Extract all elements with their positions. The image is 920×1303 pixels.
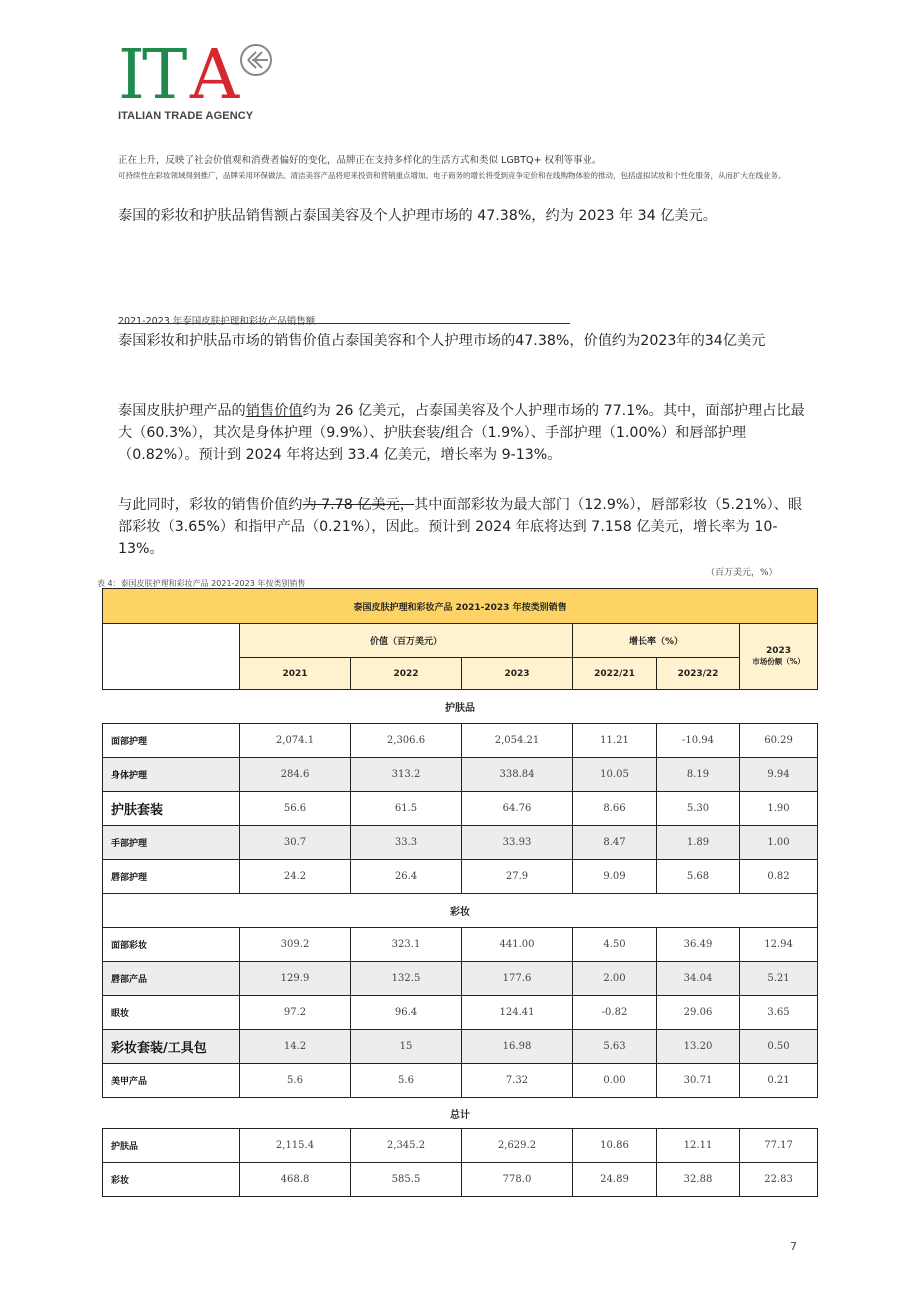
table-cell: 2,306.6 xyxy=(351,724,462,758)
table-cell: 13.20 xyxy=(657,1030,740,1064)
table-cell: 132.5 xyxy=(351,962,462,996)
caption-underline xyxy=(118,323,570,324)
table-cell: 15 xyxy=(351,1030,462,1064)
row-label: 手部护理 xyxy=(103,826,240,860)
table-cell: 27.9 xyxy=(462,860,573,894)
table-cell: 2.00 xyxy=(573,962,657,996)
headline: 泰国的彩妆和护肤品销售额占泰国美容及个人护理市场的 47.38%，约为 2023 年 34 亿美元。 xyxy=(118,208,717,224)
table-cell: 5.6 xyxy=(351,1064,462,1098)
table-cell: 585.5 xyxy=(351,1163,462,1197)
page-number: 7 xyxy=(790,1240,797,1253)
table-cell: 34.04 xyxy=(657,962,740,996)
table-cell: 0.82 xyxy=(740,860,818,894)
table-cell: 11.21 xyxy=(573,724,657,758)
table-cell: 96.4 xyxy=(351,996,462,1030)
table-cell: 4.50 xyxy=(573,928,657,962)
table-cell: 1.89 xyxy=(657,826,740,860)
table-row xyxy=(103,1064,818,1098)
year-2023-header: 2023 xyxy=(462,658,573,690)
growth-header: 增长率（%） xyxy=(573,624,740,658)
table-cell: 77.17 xyxy=(740,1129,818,1163)
row-label: 唇部护理 xyxy=(103,860,240,894)
table-cell: 5.30 xyxy=(657,792,740,826)
table-cell: 16.98 xyxy=(462,1030,573,1064)
table-cell: 29.06 xyxy=(657,996,740,1030)
table-cell: 5.63 xyxy=(573,1030,657,1064)
table-row xyxy=(103,996,818,1030)
table-cell: 22.83 xyxy=(740,1163,818,1197)
paragraph-3-post: 其中面部彩妆为最大部门（12.9%），唇部彩妆（5.21%）、眼部彩妆（3.65%）和指甲产品（0.21%），因此。预计到 2024 年底将达到 7.158 亿美元，增长率为 10-13%。 xyxy=(118,497,803,557)
row-label: 面部护理 xyxy=(103,724,240,758)
figure-caption: 2021-2023 年泰国皮肤护理和彩妆产品销售额 xyxy=(118,316,316,327)
table-caption: 表 4：泰国皮肤护理和彩妆产品 2021-2023 年按类别销售 xyxy=(97,579,306,588)
paragraph-2 xyxy=(118,400,808,466)
table-cell: 129.9 xyxy=(240,962,351,996)
table-cell: 8.47 xyxy=(573,826,657,860)
table-cell: 56.6 xyxy=(240,792,351,826)
sales-table xyxy=(102,588,818,1197)
growth-2023-22-header: 2023/22 xyxy=(657,658,740,690)
row-label: 身体护理 xyxy=(103,758,240,792)
paragraph-2-underlined: 销售价值 xyxy=(245,403,303,419)
table-cell: 14.2 xyxy=(240,1030,351,1064)
table-body xyxy=(103,690,818,1197)
row-label: 彩妆套装/工具包 xyxy=(103,1030,240,1064)
table-cell: 1.00 xyxy=(740,826,818,860)
table-cell: 3.65 xyxy=(740,996,818,1030)
table-cell: 1.90 xyxy=(740,792,818,826)
table-cell: 8.66 xyxy=(573,792,657,826)
table-cell: 9.09 xyxy=(573,860,657,894)
paragraph-1: 泰国彩妆和护肤品市场的销售价值占泰国美容和个人护理市场的47.38%，价值约为2023年的34亿美元 xyxy=(118,333,766,349)
intro-line-1: 正在上升，反映了社会价值观和消费者偏好的变化，品牌正在支持多样化的生活方式和类似 LGBTQ+ 权利等事业。 xyxy=(118,155,602,166)
section-header: 彩妆 xyxy=(103,894,818,928)
table-cell: 2,115.4 xyxy=(240,1129,351,1163)
table-cell: 97.2 xyxy=(240,996,351,1030)
svg-text:A: A xyxy=(190,40,240,102)
table-cell: 26.4 xyxy=(351,860,462,894)
row-label: 眼妆 xyxy=(103,996,240,1030)
table-cell: 2,629.2 xyxy=(462,1129,573,1163)
table-cell: 5.21 xyxy=(740,962,818,996)
table-row xyxy=(103,1129,818,1163)
table-cell: 60.29 xyxy=(740,724,818,758)
table-cell: 0.50 xyxy=(740,1030,818,1064)
table-cell: 124.41 xyxy=(462,996,573,1030)
table-cell: 778.0 xyxy=(462,1163,573,1197)
unit-note: （百万美元，%） xyxy=(706,568,778,578)
row-label: 面部彩妆 xyxy=(103,928,240,962)
table-row xyxy=(103,962,818,996)
table-cell: 61.5 xyxy=(351,792,462,826)
paragraph-2-pre: 泰国皮肤护理产品的 xyxy=(118,403,246,419)
table-cell: 309.2 xyxy=(240,928,351,962)
table-cell: 323.1 xyxy=(351,928,462,962)
table-cell: 0.00 xyxy=(573,1064,657,1098)
table-cell: 36.49 xyxy=(657,928,740,962)
value-header: 价值（百万美元） xyxy=(240,624,573,658)
row-label: 护肤套装 xyxy=(103,792,240,826)
paragraph-3-pre: 与此同时，彩妆的销售价值约 xyxy=(118,497,303,513)
table-cell: 5.6 xyxy=(240,1064,351,1098)
table-cell: 338.84 xyxy=(462,758,573,792)
share-header-year: 2023 xyxy=(766,646,792,656)
table-cell: 24.2 xyxy=(240,860,351,894)
table-cell: 7.32 xyxy=(462,1064,573,1098)
paragraph-2-post: 约为 26 亿美元，占泰国美容及个人护理市场的 77.1%。其中，面部护理占比最大（60.3%），其次是身体护理（9.9%）、护肤套装/组合（1.9%）、手部护理（1.00%）和唇部护理（0.82%）。预计到 2024 年将达到 33.4 亿美元，增长率为 9-13%。 xyxy=(118,403,805,463)
share-header-label: 市场份额（%） xyxy=(752,657,805,666)
share-header xyxy=(740,624,818,690)
table-cell: 10.86 xyxy=(573,1129,657,1163)
table-cell: 0.21 xyxy=(740,1064,818,1098)
table-cell: 2,345.2 xyxy=(351,1129,462,1163)
growth-2022-21-header: 2022/21 xyxy=(573,658,657,690)
row-label: 护肤品 xyxy=(103,1129,240,1163)
table-cell: 24.89 xyxy=(573,1163,657,1197)
table-cell: 468.8 xyxy=(240,1163,351,1197)
svg-text:T: T xyxy=(142,40,186,102)
table-cell: 33.93 xyxy=(462,826,573,860)
paragraph-3 xyxy=(118,494,808,560)
table-cell: 64.76 xyxy=(462,792,573,826)
year-2022-header: 2022 xyxy=(351,658,462,690)
section-header: 护肤品 xyxy=(103,690,818,724)
table-cell: 177.6 xyxy=(462,962,573,996)
table-row xyxy=(103,792,818,826)
table-cell: 30.71 xyxy=(657,1064,740,1098)
section-header: 总计 xyxy=(103,1098,818,1129)
table-cell: -10.94 xyxy=(657,724,740,758)
table-corner xyxy=(103,624,240,690)
svg-text:I: I xyxy=(118,40,143,102)
ita-logo-mark xyxy=(118,40,278,102)
ita-logo xyxy=(118,40,278,130)
intro-line-2: 可持续性在彩妆领域得到推广，品牌采用环保做法。清洁美容产品将迎来投资和营销重点增加。电子商务的增长将受到竞争定价和在线购物体验的推动，包括虚拟试妆和个性化服务，从而扩大在线业务。 xyxy=(118,171,786,180)
logo-subtitle: ITALIAN TRADE AGENCY xyxy=(118,110,254,122)
table-title: 泰国皮肤护理和彩妆产品 2021-2023 年按类别销售 xyxy=(103,589,818,624)
table-cell: 2,054.21 xyxy=(462,724,573,758)
table-cell: 32.88 xyxy=(657,1163,740,1197)
year-2021-header: 2021 xyxy=(240,658,351,690)
table-cell: -0.82 xyxy=(573,996,657,1030)
table-cell: 313.2 xyxy=(351,758,462,792)
table-cell: 10.05 xyxy=(573,758,657,792)
table-row xyxy=(103,758,818,792)
table-cell: 12.94 xyxy=(740,928,818,962)
table-row xyxy=(103,928,818,962)
table-cell: 5.68 xyxy=(657,860,740,894)
table-cell: 284.6 xyxy=(240,758,351,792)
paragraph-3-struck: 为 7.78 亿美元， xyxy=(302,497,414,513)
table-cell: 33.3 xyxy=(351,826,462,860)
table-cell: 30.7 xyxy=(240,826,351,860)
table-cell: 12.11 xyxy=(657,1129,740,1163)
table-row xyxy=(103,1030,818,1064)
table-row xyxy=(103,1163,818,1197)
table-row xyxy=(103,860,818,894)
table-cell: 441.00 xyxy=(462,928,573,962)
table-cell: 8.19 xyxy=(657,758,740,792)
row-label: 唇部产品 xyxy=(103,962,240,996)
table-cell: 9.94 xyxy=(740,758,818,792)
table-row xyxy=(103,826,818,860)
row-label: 美甲产品 xyxy=(103,1064,240,1098)
table-row xyxy=(103,724,818,758)
table-cell: 2,074.1 xyxy=(240,724,351,758)
row-label: 彩妆 xyxy=(103,1163,240,1197)
